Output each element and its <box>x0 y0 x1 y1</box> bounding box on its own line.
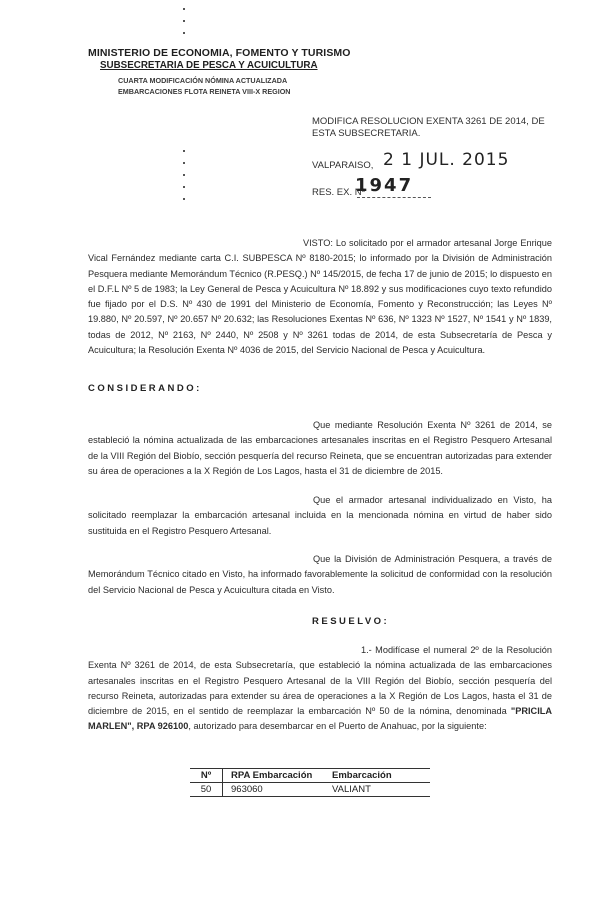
cell-number: 50 <box>190 783 223 797</box>
resolution-number-line <box>357 197 431 198</box>
col-header-vessel: Embarcación <box>324 769 430 783</box>
boats-table <box>190 768 430 797</box>
resolution-number-stamp: 1947 <box>355 175 414 196</box>
considerando-paragraph-2-block <box>88 493 552 539</box>
margin-dots-bottom <box>183 150 185 210</box>
reference-line-1: CUARTA MODIFICACIÓN NÓMINA ACTUALIZADA <box>118 76 288 85</box>
resuelvo-boat-name: "PRICILA MARLEN", RPA 926100 <box>88 706 552 732</box>
document-subject: MODIFICA RESOLUCION EXENTA 3261 DE 2014, DE ESTA SUBSECRETARIA. <box>312 116 545 139</box>
col-header-rpa: RPA Embarcación <box>223 769 325 783</box>
reference-line-2: EMBARCACIONES FLOTA REINETA VIII-X REGION <box>118 87 291 96</box>
place-label: VALPARAISO, <box>312 160 374 171</box>
resolution-label: RES. EX. Nº <box>312 187 366 198</box>
date-stamp: 2 1 JUL. 2015 <box>383 150 510 170</box>
resuelvo-text-post: , autorizado para desembarcar en el Puerto de Anahuac, por la siguiente: <box>188 721 487 732</box>
subsecretaria-name: SUBSECRETARIA DE PESCA Y ACUICULTURA <box>100 60 318 71</box>
table-row <box>190 783 430 797</box>
col-header-number: Nº <box>190 769 223 783</box>
considerando-paragraph-3-block <box>88 552 552 598</box>
cell-rpa: 963060 <box>223 783 325 797</box>
considerando-paragraph-1: Que mediante Resolución Exenta Nº 3261 de 2014, se estableció la nómina actualizada de las embarcaciones artesanales inscritas en el Registro Pesquero Artesanal de la VIII Región del Biobío, sección pesquería del recurso Reineta, que se encuentran autorizadas para extender su área de operaciones a la X Región de Los Lagos, hasta el 31 de diciembre de 2015. <box>88 420 552 476</box>
considerando-paragraph-2: Que el armador artesanal individualizado en Visto, ha solicitado reemplazar la embarcación artesanal incluida en la mencionada nómina en virtud de haber sido sustituida en el Registro Pesquero Artesanal. <box>88 495 552 536</box>
visto-paragraph: VISTO: Lo solicitado por el armador artesanal Jorge Enrique Vical Fernández mediante carta C.I. SUBPESCA Nº 8180-2015; lo informado por la División de Administración Pesquera mediante Memorándum Técnico (R.PESQ.) Nº 145/2015, de fecha 17 de junio de 2015; lo dispuesto en el D.F.L Nº 5 de 1983; la Ley General de Pesca y Acuicultura Nº 18.892 y sus modificaciones cuyo texto refundido fue fijado por el D.S. Nº 430 de 1991 del Ministerio de Economía, Fomento y Reconstrucción; las Leyes Nº 19.880, Nº 20.597, Nº 20.657 Nº 20.632; las Resoluciones Exentas Nº 636, Nº 1323 Nº 1527, Nº 1541 y Nº 1839, todas de 2012, Nº 2163, Nº 2440, Nº 2508 y Nº 3261 todas de 2014, de esta Subsecretaría de Pesca y Acuicultura; la Resolución Exenta Nº 4036 de 2015, del Servicio Nacional de Pesca y Acuicultura. <box>88 238 552 356</box>
resuelvo-text-pre: 1.- Modifícase el numeral 2º de la Resolución Exenta Nº 3261 de 2014, de esta Subsecretaría, que estableció la nómina actualizada de las embarcaciones artesanales inscritas en el Registro Pesquero Artesanal de la VIII Región del Biobío, sección pesquería del recurso Reineta, autorizadas para extender su área de operaciones a la X Región de Los Lagos, hasta el 31 de diciembre de 2015, en el sentido de reemplazar la embarcación Nº 50 de la nómina, denominada <box>88 645 552 717</box>
considerando-paragraph-1-block <box>88 418 552 479</box>
reference-block <box>118 75 291 97</box>
cell-vessel: VALIANT <box>324 783 430 797</box>
considerando-heading: CONSIDERANDO: <box>88 383 202 394</box>
visto-section <box>88 236 552 358</box>
table-header-row <box>190 769 430 783</box>
resuelvo-paragraph-1 <box>88 643 552 735</box>
ministry-name: MINISTERIO DE ECONOMIA, FOMENTO Y TURISMO <box>88 47 351 59</box>
resuelvo-paragraph-block <box>88 643 552 735</box>
resuelvo-heading: RESUELVO: <box>312 616 390 627</box>
margin-dots-top <box>183 8 185 44</box>
considerando-paragraph-3: Que la División de Administración Pesquera, a través de Memorándum Técnico citado en Visto, ha informado favorablemente la solicitud de conformidad con la resolución del Servicio Nacional de Pesca y Acuicultura citada en Visto. <box>88 554 552 595</box>
